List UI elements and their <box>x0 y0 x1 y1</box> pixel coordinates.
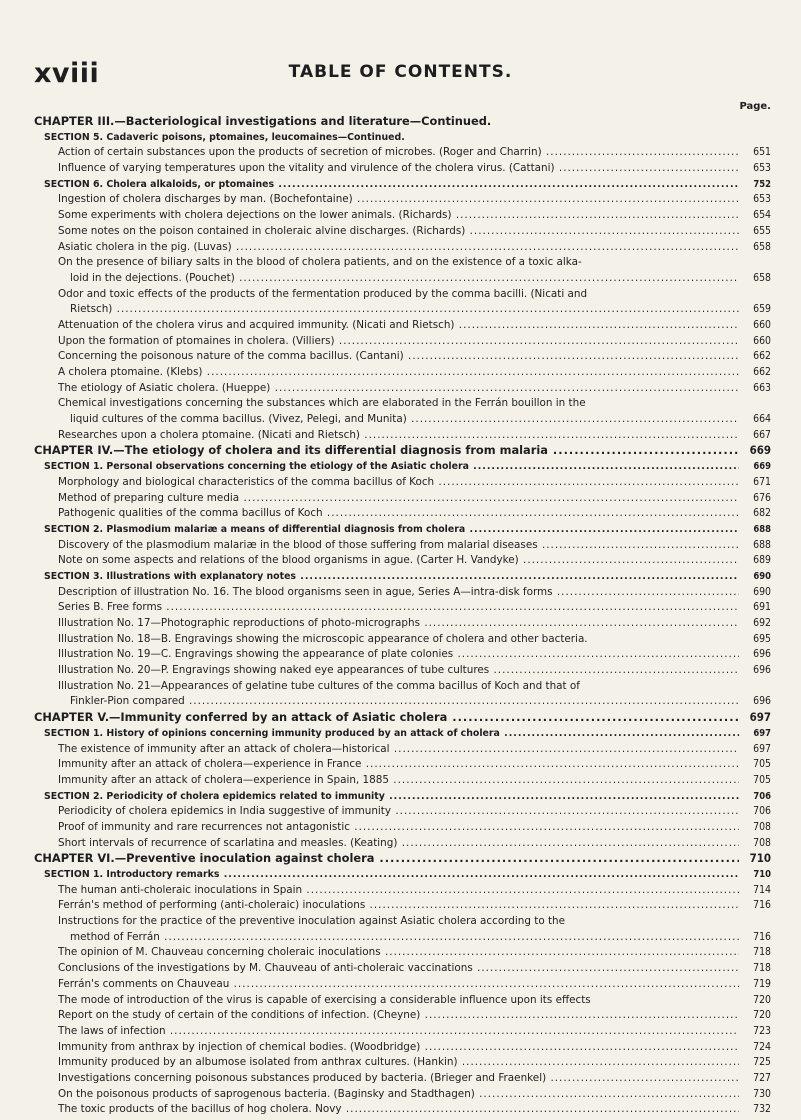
toc-entry <box>0 506 801 522</box>
entry-title: SECTION 1. Personal observations concerning the etiology of the Asiatic cholera ..... <box>44 459 739 475</box>
entry-title: Immunity produced by an albumose isolated from anthrax cultures. (Hankin) ..... <box>58 1055 739 1071</box>
entry-title: Instructions for the practice of the preventive inoculation against Asiatic cholera according to the <box>58 915 566 928</box>
toc-entry <box>0 1008 801 1024</box>
toc-entry <box>0 679 801 695</box>
page-column-label: Page. <box>739 101 771 112</box>
section-heading <box>0 569 801 585</box>
entry-page-number: 752 <box>753 178 771 190</box>
toc-entry <box>0 742 801 758</box>
toc-entry <box>0 585 801 601</box>
toc-entry <box>0 1024 801 1040</box>
entry-title: Rietsch) ..... <box>70 302 739 318</box>
entry-page-number: 730 <box>753 1087 771 1100</box>
entry-page-number: 716 <box>753 899 771 912</box>
entry-title: CHAPTER IV.—The etiology of cholera and its differential diagnosis from malaria ..... <box>34 443 739 459</box>
entry-title: Ferrán's comments on Chauveau ..... <box>58 977 739 993</box>
entry-title: Ferrán's method of performing (anti-choleraic) inoculations ..... <box>58 898 739 914</box>
entry-title: Immunity after an attack of cholera—experience in Spain, 1885 ..... <box>58 773 739 789</box>
entry-page-number: 690 <box>753 585 771 598</box>
entry-page-number: 708 <box>753 820 771 833</box>
toc-entry <box>0 1040 801 1056</box>
entry-title: The etiology of Asiatic cholera. (Hueppe) ..... <box>58 381 739 397</box>
entry-title: Researches upon a cholera ptomaine. (Nicati and Rietsch) ..... <box>58 428 739 444</box>
toc-entry <box>0 287 801 303</box>
entry-title: Description of illustration No. 16. The blood organisms seen in ague, Series A—intra-disk forms ..... <box>58 585 739 601</box>
entry-title: Upon the formation of ptomaines in cholera. (Villiers) ..... <box>58 334 739 350</box>
entry-title: The laws of infection ..... <box>58 1024 739 1040</box>
toc-entry <box>0 694 801 710</box>
table-of-contents <box>0 114 801 1118</box>
page-number-roman: xviii <box>34 58 100 89</box>
entry-page-number: 651 <box>753 146 771 159</box>
entry-page-number: 716 <box>753 930 771 943</box>
page-title: TABLE OF CONTENTS. <box>288 62 513 82</box>
toc-entry <box>0 914 801 930</box>
entry-page-number: 688 <box>753 523 771 535</box>
entry-title: A cholera ptomaine. (Klebs) ..... <box>58 365 739 381</box>
entry-page-number: 669 <box>749 443 771 458</box>
toc-entry <box>0 883 801 899</box>
entry-title: The human anti-choleraic inoculations in Spain ..... <box>58 883 739 899</box>
entry-page-number: 714 <box>753 883 771 896</box>
section-heading <box>0 789 801 805</box>
toc-entry <box>0 977 801 993</box>
entry-title: SECTION 3. Illustrations with explanatory notes ..... <box>44 569 739 585</box>
toc-entry <box>0 475 801 491</box>
entry-title: On the presence of biliary salts in the blood of cholera patients, and on the existence of a toxic alka- <box>58 256 582 269</box>
entry-title: Discovery of the plasmodium malariæ in the blood of those suffering from malarial diseases ..... <box>58 538 739 554</box>
entry-page-number: 654 <box>753 209 771 222</box>
toc-entry <box>0 632 801 648</box>
entry-page-number: 720 <box>753 1009 771 1022</box>
entry-title: SECTION 2. Periodicity of cholera epidemics related to immunity ..... <box>44 789 739 805</box>
chapter-heading <box>0 114 801 130</box>
entry-title: Periodicity of cholera epidemics in India suggestive of immunity ..... <box>58 804 739 820</box>
toc-entry <box>0 820 801 836</box>
toc-entry <box>0 365 801 381</box>
entry-title: On the poisonous products of saprogenous bacteria. (Baginsky and Stadthagen) ..... <box>58 1087 739 1103</box>
entry-page-number: 725 <box>753 1056 771 1069</box>
entry-page-number: 705 <box>753 758 771 771</box>
entry-page-number: 708 <box>753 836 771 849</box>
entry-page-number: 695 <box>753 632 771 645</box>
entry-page-number: 653 <box>753 162 771 175</box>
toc-entry <box>0 616 801 632</box>
entry-title: Illustration No. 17—Photographic reproductions of photo-micrographs ..... <box>58 616 739 632</box>
entry-page-number: 724 <box>753 1040 771 1053</box>
entry-title: Illustration No. 21—Appearances of gelatine tube cultures of the comma bacillus of Koch and that of <box>58 679 580 692</box>
toc-entry <box>0 757 801 773</box>
entry-page-number: 720 <box>753 993 771 1006</box>
toc-entry <box>0 1102 801 1118</box>
entry-page-number: 690 <box>753 570 771 582</box>
entry-page-number: 710 <box>753 869 771 880</box>
entry-title: loid in the dejections. (Pouchet) ..... <box>70 271 739 287</box>
toc-entry <box>0 898 801 914</box>
toc-entry <box>0 240 801 256</box>
section-heading <box>0 459 801 475</box>
entry-page-number: 718 <box>753 946 771 959</box>
chapter-heading <box>0 710 801 726</box>
entry-title: Illustration No. 19—C. Engravings showing the appearance of plate colonies ..... <box>58 647 739 663</box>
entry-page-number: 671 <box>753 475 771 488</box>
entry-title: Concerning the poisonous nature of the comma bacillus. (Cantani) ..... <box>58 349 739 365</box>
entry-page-number: 662 <box>753 366 771 378</box>
entry-title: Short intervals of recurrence of scarlatina and measles. (Keating) ..... <box>58 836 739 852</box>
entry-title: SECTION 1. Introductory remarks ..... <box>44 867 739 883</box>
toc-entry <box>0 161 801 177</box>
entry-title: Morphology and biological characteristics of the comma bacillus of Koch ..... <box>58 475 739 491</box>
entry-title: The opinion of M. Chauveau concerning choleraic inoculations ..... <box>58 945 739 961</box>
toc-entry <box>0 396 801 412</box>
entry-page-number: 710 <box>749 851 771 866</box>
toc-entry <box>0 349 801 365</box>
entry-page-number: 688 <box>753 538 771 551</box>
entry-title: Action of certain substances upon the products of secretion of microbes. (Roger and Charrin) ..... <box>58 145 739 161</box>
entry-title: Immunity from anthrax by injection of chemical bodies. (Woodbridge) ..... <box>58 1040 739 1056</box>
entry-page-number: 655 <box>753 224 771 237</box>
entry-page-number: 662 <box>753 350 771 363</box>
entry-title: SECTION 2. Plasmodium malariæ a means of differential diagnosis from cholera ..... <box>44 522 739 538</box>
toc-entry <box>0 945 801 961</box>
entry-title: Illustration No. 18—B. Engravings showing the microscopic appearance of cholera and other bacteria. <box>58 632 588 645</box>
entry-page-number: 732 <box>753 1103 771 1116</box>
toc-entry <box>0 491 801 507</box>
entry-title: Influence of varying temperatures upon the vitality and virulence of the cholera virus. (Cattani) ..... <box>58 161 739 177</box>
entry-title: Ingestion of cholera discharges by man. (Bochefontaine) ..... <box>58 192 739 208</box>
entry-page-number: 718 <box>753 962 771 975</box>
entry-page-number: 689 <box>753 554 771 567</box>
entry-title: Note on some aspects and relations of the blood organisms in ague. (Carter H. Vandyke) ..... <box>58 553 739 569</box>
entry-title: liquid cultures of the comma bacillus. (Vivez, Pelegi, and Munita) ..... <box>70 412 739 428</box>
entry-page-number: 696 <box>753 664 771 677</box>
entry-title: The mode of introduction of the virus is capable of exercising a considerable influence upon its effects <box>58 993 591 1006</box>
entry-title: Pathogenic qualities of the comma bacillus of Koch ..... <box>58 506 739 522</box>
entry-title: The toxic products of the bacillus of hog cholera. Novy ..... <box>58 1102 739 1118</box>
entry-title: Asiatic cholera in the pig. (Luvas) ..... <box>58 240 739 256</box>
chapter-heading <box>0 851 801 867</box>
entry-page-number: 663 <box>753 381 771 394</box>
toc-entry <box>0 428 801 444</box>
toc-entry <box>0 1087 801 1103</box>
entry-page-number: 664 <box>753 413 771 426</box>
toc-entry <box>0 538 801 554</box>
section-heading <box>0 867 801 883</box>
toc-entry <box>0 302 801 318</box>
section-heading <box>0 130 801 146</box>
entry-title: The existence of immunity after an attack of cholera—historical ..... <box>58 742 739 758</box>
entry-page-number: 705 <box>753 773 771 786</box>
entry-title: SECTION 6. Cholera alkaloids, or ptomaines ..... <box>44 177 739 193</box>
toc-entry <box>0 271 801 287</box>
entry-title: Attenuation of the cholera virus and acquired immunity. (Nicati and Rietsch) ..... <box>58 318 739 334</box>
entry-title: Investigations concerning poisonous substances produced by bacteria. (Brieger and Fraenkel) ..... <box>58 1071 739 1087</box>
entry-page-number: 697 <box>753 727 771 739</box>
toc-entry <box>0 663 801 679</box>
entry-page-number: 706 <box>753 805 771 818</box>
toc-entry <box>0 773 801 789</box>
entry-title: Some notes on the poison contained in choleraic alvine discharges. (Richards) ..... <box>58 224 739 240</box>
entry-page-number: 676 <box>753 491 771 504</box>
entry-page-number: 727 <box>753 1071 771 1084</box>
entry-title: SECTION 1. History of opinions concerning immunity produced by an attack of cholera ..... <box>44 726 739 742</box>
chapter-heading <box>0 443 801 459</box>
toc-entry <box>0 804 801 820</box>
entry-title: method of Ferrán ..... <box>70 930 739 946</box>
toc-entry <box>0 993 801 1009</box>
toc-entry <box>0 208 801 224</box>
entry-title: Immunity after an attack of cholera—experience in France ..... <box>58 757 739 773</box>
toc-entry <box>0 381 801 397</box>
entry-title: Conclusions of the investigations by M. Chauveau of anti-choleraic vaccinations ..... <box>58 961 739 977</box>
entry-page-number: 658 <box>753 271 771 284</box>
entry-title: CHAPTER III.—Bacteriological investigations and literature—Continued. <box>34 114 492 128</box>
section-heading <box>0 726 801 742</box>
entry-page-number: 653 <box>753 193 771 206</box>
entry-page-number: 697 <box>749 710 771 725</box>
toc-entry <box>0 1055 801 1071</box>
entry-page-number: 660 <box>753 318 771 331</box>
entry-page-number: 706 <box>753 790 771 802</box>
entry-page-number: 697 <box>753 742 771 755</box>
toc-entry <box>0 930 801 946</box>
toc-entry <box>0 224 801 240</box>
entry-page-number: 719 <box>753 977 771 990</box>
entry-page-number: 691 <box>753 601 771 614</box>
toc-entry <box>0 961 801 977</box>
entry-title: CHAPTER VI.—Preventive inoculation against cholera ..... <box>34 851 739 867</box>
entry-page-number: 682 <box>753 507 771 520</box>
entry-title: Series B. Free forms ..... <box>58 600 739 616</box>
entry-page-number: 660 <box>753 334 771 347</box>
entry-title: Illustration No. 20—P. Engravings showing naked eye appearances of tube cultures ..... <box>58 663 739 679</box>
entry-page-number: 667 <box>753 428 771 441</box>
entry-title: Chemical investigations concerning the substances which are elaborated in the Ferrán bouillon in the <box>58 397 586 410</box>
entry-title: Method of preparing culture media ..... <box>58 491 739 507</box>
entry-page-number: 659 <box>753 303 771 316</box>
section-heading <box>0 177 801 193</box>
toc-entry <box>0 255 801 271</box>
entry-page-number: 692 <box>753 617 771 629</box>
toc-entry <box>0 412 801 428</box>
entry-title: Proof of immunity and rare recurrences not antagonistic ..... <box>58 820 739 836</box>
entry-page-number: 723 <box>753 1024 771 1037</box>
toc-entry <box>0 318 801 334</box>
entry-page-number: 658 <box>753 240 771 253</box>
toc-entry <box>0 334 801 350</box>
toc-entry <box>0 647 801 663</box>
entry-page-number: 696 <box>753 648 771 661</box>
toc-entry <box>0 145 801 161</box>
entry-page-number: 669 <box>753 461 771 473</box>
entry-title: Some experiments with cholera dejections on the lower animals. (Richards) ..... <box>58 208 739 224</box>
entry-title: Finkler-Pion compared ..... <box>70 694 739 710</box>
entry-title: Report on the study of certain of the conditions of infection. (Cheyne) ..... <box>58 1008 739 1024</box>
toc-entry <box>0 553 801 569</box>
toc-entry <box>0 192 801 208</box>
toc-entry <box>0 600 801 616</box>
entry-title: Odor and toxic effects of the products of the fermentation produced by the comma bacilli. (Nicati and <box>58 287 588 300</box>
entry-page-number: 696 <box>753 695 771 708</box>
toc-entry <box>0 836 801 852</box>
entry-title: SECTION 5. Cadaveric poisons, ptomaines, leucomaines—Continued. <box>44 131 405 143</box>
section-heading <box>0 522 801 538</box>
entry-title: CHAPTER V.—Immunity conferred by an attack of Asiatic cholera ..... <box>34 710 739 726</box>
toc-entry <box>0 1071 801 1087</box>
